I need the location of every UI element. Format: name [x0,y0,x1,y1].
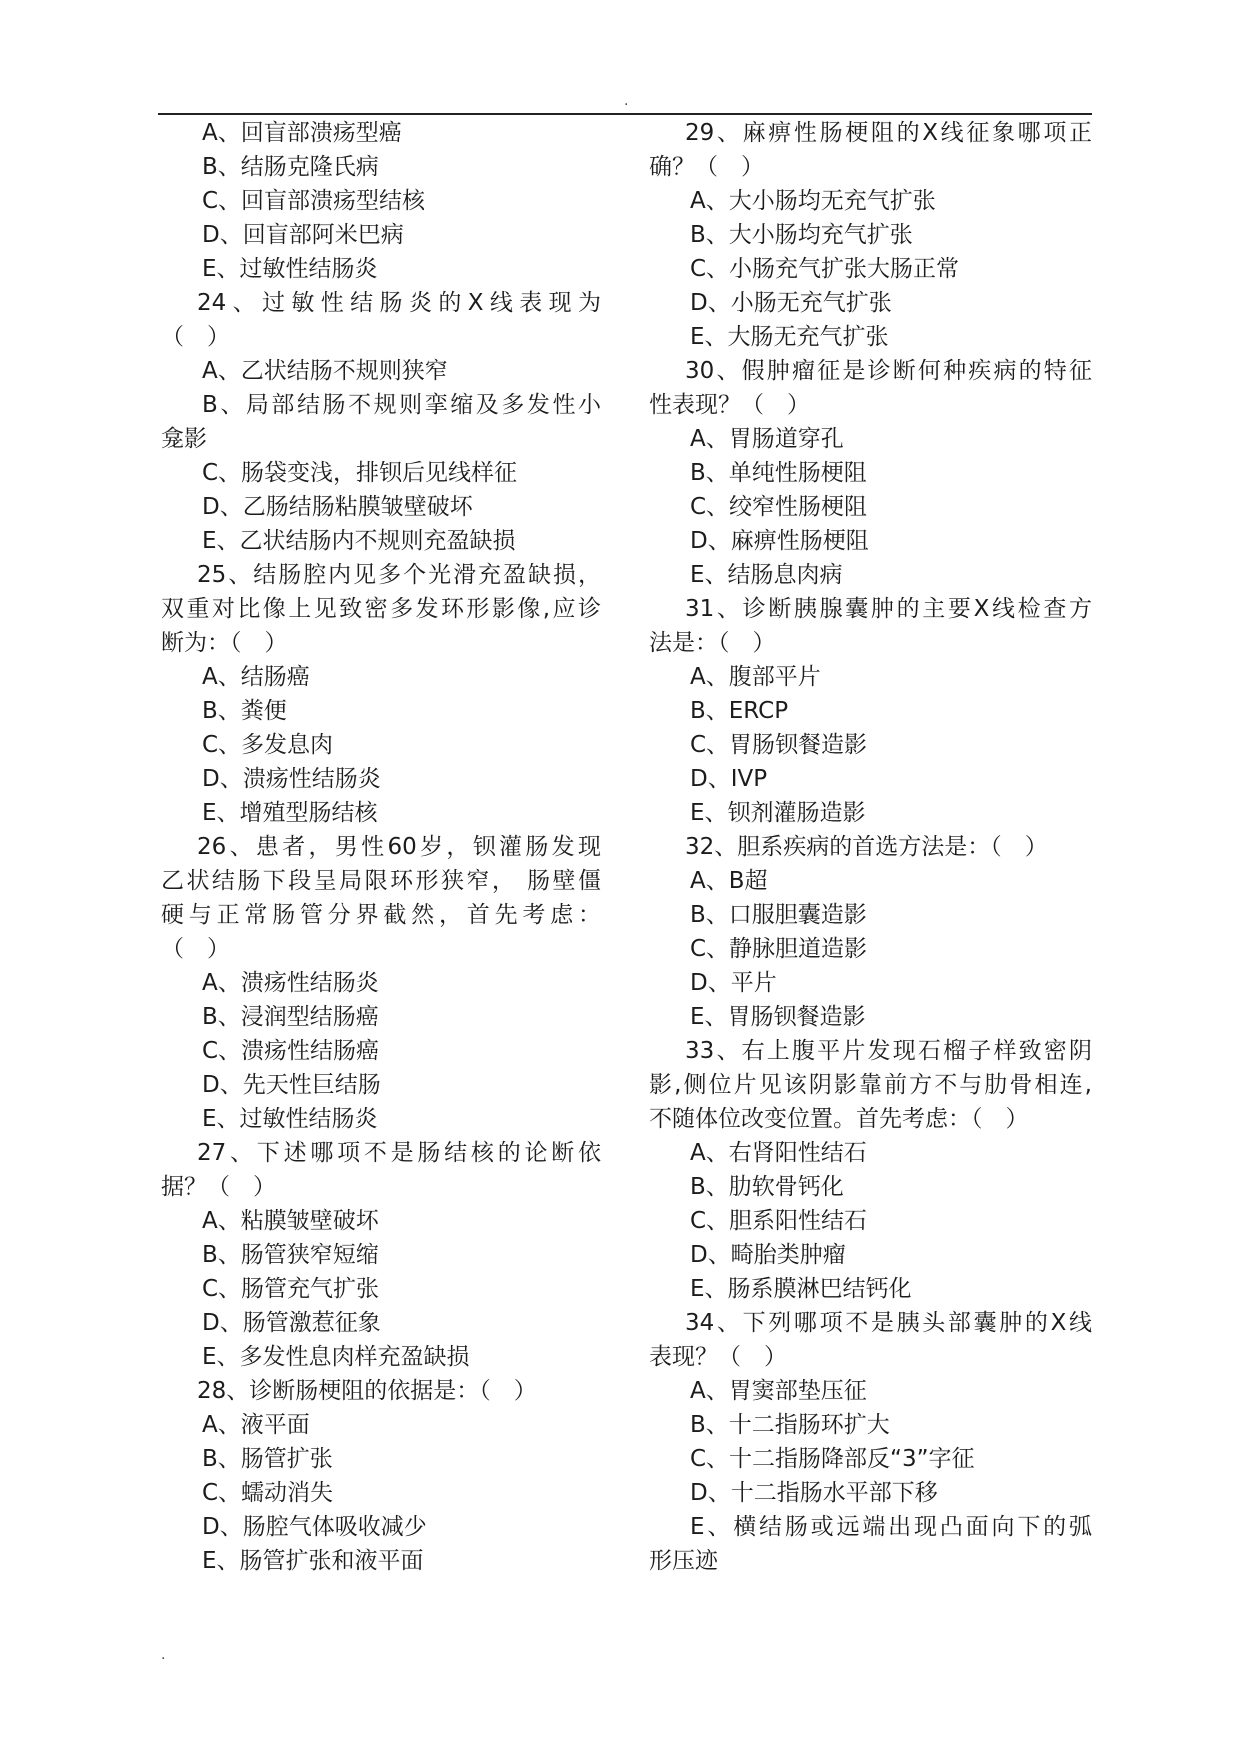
option-line: E、乙状结肠内不规则充盈缺损 [202,528,516,554]
question-stem-continuation: 断为：（ ） [161,630,288,656]
option-line: E、胃肠钡餐造影 [690,1004,866,1030]
option-line: C、蠕动消失 [202,1480,334,1506]
option-line: B、单纯性肠梗阻 [690,460,867,486]
option-line: E、过敏性结肠炎 [202,256,378,282]
question-stem-continuation: 表现？（ ） [649,1344,787,1370]
option-line: A、溃疡性结肠炎 [202,970,379,996]
question-stem-line: 24、过敏性结肠炎的X线表现为 [197,290,601,316]
option-line: D、十二指肠水平部下移 [690,1480,938,1506]
option-line: D、溃疡性结肠炎 [202,766,381,792]
option-line: A、大小肠均无充气扩张 [690,188,936,214]
option-line: D、麻痹性肠梗阻 [690,528,869,554]
option-line: E、肠管扩张和液平面 [202,1548,424,1574]
option-line: A、右肾阳性结石 [690,1140,867,1166]
option-line: A、回盲部溃疡型癌 [202,120,402,146]
option-line: B、大小肠均充气扩张 [690,222,913,248]
option-line: D、平片 [690,970,777,996]
option-line: A、粘膜皱壁破坏 [202,1208,379,1234]
option-line: D、回盲部阿米巴病 [202,222,404,248]
header-rule [158,113,1092,115]
question-stem-line: 25、结肠腔内见多个光滑充盈缺损， [197,562,601,588]
option-line: E、多发性息肉样充盈缺损 [202,1344,470,1370]
option-line: B、浸润型结肠癌 [202,1004,379,1030]
option-line: D、IVP [690,766,768,792]
option-line: C、绞窄性肠梗阻 [690,494,868,520]
option-line: E、结肠息肉病 [690,562,843,588]
question-stem-line: 31、诊断胰腺囊肿的主要X线检查方 [685,596,1092,622]
page-bottom-mark: . [161,1647,166,1663]
option-line: A、腹部平片 [690,664,821,690]
option-line: D、小肠无充气扩张 [690,290,892,316]
option-line: E、大肠无充气扩张 [690,324,889,350]
option-line: E、横结肠或远端出现凸面向下的弧 [690,1514,1092,1540]
question-stem-continuation: 影,侧位片见该阴影靠前方不与肋骨相连, [649,1072,1092,1098]
option-line: B、肠管扩张 [202,1446,333,1472]
question-stem-continuation: 不随体位改变位置。首先考虑：（ ） [649,1106,1029,1132]
page-top-mark: . [624,93,629,109]
option-line: C、静脉胆道造影 [690,936,868,962]
question-stem-line: 26、患者，男性60岁，钡灌肠发现 [197,834,601,860]
option-line: C、肠管充气扩张 [202,1276,380,1302]
question-stem-line: 33、右上腹平片发现石榴子样致密阴 [685,1038,1092,1064]
option-line: B、肠管狭窄短缩 [202,1242,379,1268]
option-line: B、ERCP [690,698,789,724]
option-line: A、胃肠道穿孔 [690,426,844,452]
option-line: B、十二指肠环扩大 [690,1412,890,1438]
option-line: D、肠腔气体吸收减少 [202,1514,427,1540]
option-line: D、乙肠结肠粘膜皱壁破坏 [202,494,473,520]
question-stem-line: 29、麻痹性肠梗阻的X线征象哪项正 [685,120,1092,146]
option-line: C、回盲部溃疡型结核 [202,188,426,214]
option-line: E、肠系膜淋巴结钙化 [690,1276,912,1302]
option-continuation: 形压迹 [649,1548,718,1574]
question-stem-continuation: 法是：（ ） [649,630,776,656]
question-stem-continuation: （ ） [161,936,230,962]
question-stem-continuation: 硬与正常肠管分界截然，首先考虑： [161,902,601,928]
question-stem-line: 34、下列哪项不是胰头部囊肿的X线 [685,1310,1092,1336]
right-column [649,116,1092,1578]
option-line: C、肠袋变浅，排钡后见线样征 [202,460,518,486]
option-line: E、过敏性结肠炎 [202,1106,378,1132]
option-line: C、胆系阳性结石 [690,1208,868,1234]
option-line: D、畸胎类肿瘤 [690,1242,846,1268]
option-line: B、局部结肠不规则挛缩及多发性小 [202,392,601,418]
option-line: E、钡剂灌肠造影 [690,800,866,826]
question-stem-continuation: 乙状结肠下段呈局限环形狭窄， 肠壁僵 [161,868,601,894]
option-line: B、口服胆囊造影 [690,902,867,928]
question-stem-continuation: 性表现？（ ） [649,392,810,418]
option-line: B、结肠克隆氏病 [202,154,379,180]
option-line: A、乙状结肠不规则狭窄 [202,358,448,384]
option-line: A、胃窦部垫压征 [690,1378,867,1404]
option-line: C、溃疡性结肠癌 [202,1038,380,1064]
option-line: C、多发息肉 [202,732,334,758]
option-line: A、B超 [690,868,768,894]
option-line: D、先天性巨结肠 [202,1072,381,1098]
option-line: A、结肠癌 [202,664,310,690]
question-stem-line: 30、假肿瘤征是诊断何种疾病的特征 [685,358,1092,384]
option-line: E、增殖型肠结核 [202,800,378,826]
question-stem-continuation: 确？（ ） [649,154,764,180]
option-line: C、胃肠钡餐造影 [690,732,868,758]
question-stem-line: 28、诊断肠梗阻的依据是：（ ） [197,1378,537,1404]
question-stem-line: 32、胆系疾病的首选方法是：（ ） [685,834,1048,860]
question-stem-line: 27、下述哪项不是肠结核的论断依 [197,1140,601,1166]
left-column [161,116,601,1578]
question-stem-continuation: 双重对比像上见致密多发环形影像,应诊 [161,596,601,622]
option-line: A、液平面 [202,1412,310,1438]
question-stem-continuation: 据？（ ） [161,1174,276,1200]
option-line: B、粪便 [202,698,287,724]
option-line: C、小肠充气扩张大肠正常 [690,256,960,282]
option-line: B、肋软骨钙化 [690,1174,844,1200]
option-line: C、十二指肠降部反“3”字征 [690,1446,975,1472]
option-continuation: 龛影 [161,426,207,452]
option-line: D、肠管激惹征象 [202,1310,381,1336]
question-stem-continuation: （ ） [161,324,230,350]
